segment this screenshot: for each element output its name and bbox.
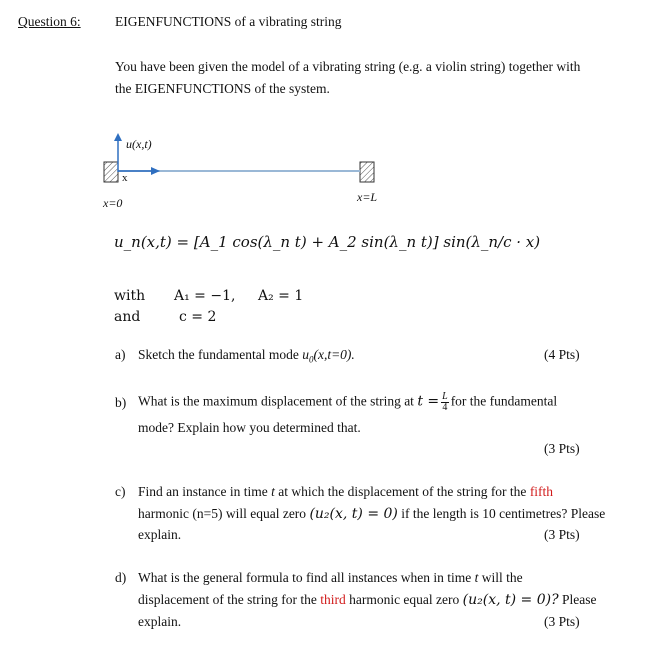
question-b-text-before: What is the maximum displacement of the string at xyxy=(138,393,414,409)
question-d-line1-before: What is the general formula to find all instances when in time xyxy=(138,570,472,585)
question-d-line2-after: Please xyxy=(561,592,597,607)
question-b-text-after: for the fundamental xyxy=(450,393,558,409)
a1-value: A₁ = −1, xyxy=(174,288,236,304)
question-a-args: (x,t=0). xyxy=(313,347,355,362)
xL-label: x=L xyxy=(357,190,378,204)
question-d-line1-after: will the xyxy=(481,570,523,585)
question-title: EIGENFUNCTIONS of a vibrating string xyxy=(115,14,342,29)
question-c-line2-after: if the length is 10 centimetres? Please xyxy=(401,506,606,521)
question-c-highlight: fifth xyxy=(529,484,554,499)
left-clamp xyxy=(104,162,118,182)
question-b-t-eq: t = xyxy=(417,393,440,410)
right-clamp xyxy=(360,162,374,182)
question-a-body: Sketch the fundamental mode xyxy=(138,347,299,362)
x-axis-label: x xyxy=(122,172,128,184)
question-d-marker: d) xyxy=(115,570,127,585)
question-c-t-symbol: t xyxy=(271,484,275,499)
c-value: c = 2 xyxy=(179,309,217,325)
question-c-condition: (u₂(x, t) = 0) xyxy=(309,506,398,522)
u-axis-label: u(x,t) xyxy=(126,137,152,151)
question-d-points: (3 Pts) xyxy=(544,614,580,629)
question-c-line1-before: Find an instance in time xyxy=(138,484,268,499)
question-c-line-3: explain. xyxy=(138,527,182,542)
question-d-line-2 xyxy=(138,592,596,608)
question-d-line2-before: displacement of the string for the xyxy=(138,592,317,607)
question-b-marker: b) xyxy=(115,395,127,410)
eigenfunction-equation xyxy=(114,233,540,251)
question-a-symbol: u xyxy=(302,347,309,362)
u-axis-arrowhead xyxy=(114,133,122,141)
question-a-sub: 0 xyxy=(308,354,314,365)
question-c-marker: c) xyxy=(115,484,126,499)
intro-line-1: You have been given the model of a vibrating string (e.g. a violin string) together with xyxy=(115,59,581,74)
question-b-points: (3 Pts) xyxy=(544,441,580,456)
x-axis-arrowhead xyxy=(151,167,160,175)
question-b-frac-num: L xyxy=(442,391,448,402)
and-label: and xyxy=(114,309,141,325)
question-c-points: (3 Pts) xyxy=(544,527,580,542)
a2-value: A₂ = 1 xyxy=(258,288,304,304)
question-b-line-1 xyxy=(138,392,557,413)
with-label: with xyxy=(114,288,146,304)
question-c-line-2 xyxy=(138,506,605,522)
question-d-highlight: third xyxy=(320,592,346,607)
question-b-frac-den: 4 xyxy=(442,402,448,413)
question-a-text xyxy=(138,347,355,365)
question-b-line-2: mode? Explain how you determined that. xyxy=(138,420,361,435)
question-c-line1-mid: at which the displacement of the string for the xyxy=(278,484,527,499)
question-a-marker: a) xyxy=(115,347,126,362)
question-label: Question 6: xyxy=(18,14,81,29)
question-c-line-1 xyxy=(138,484,553,500)
question-d-condition: (u₂(x, t) = 0)? xyxy=(462,592,559,608)
question-d-line-3: explain. xyxy=(138,614,182,629)
question-d-t-symbol: t xyxy=(474,570,479,585)
question-a-points: (4 Pts) xyxy=(544,347,580,362)
question-d-line-1 xyxy=(138,570,523,586)
equation-text: u_n(x,t) = [A_1 cos(λ_n t) + A_2 sin(λ_n t)] sin(λ_n/c · x) xyxy=(114,233,541,251)
intro-line-2: the EIGENFUNCTIONS of the system. xyxy=(115,81,330,96)
question-d-line2-mid: harmonic equal zero xyxy=(349,592,460,607)
question-c-line2-before: harmonic (n=5) will equal zero xyxy=(138,506,307,521)
x0-label: x=0 xyxy=(103,196,123,210)
